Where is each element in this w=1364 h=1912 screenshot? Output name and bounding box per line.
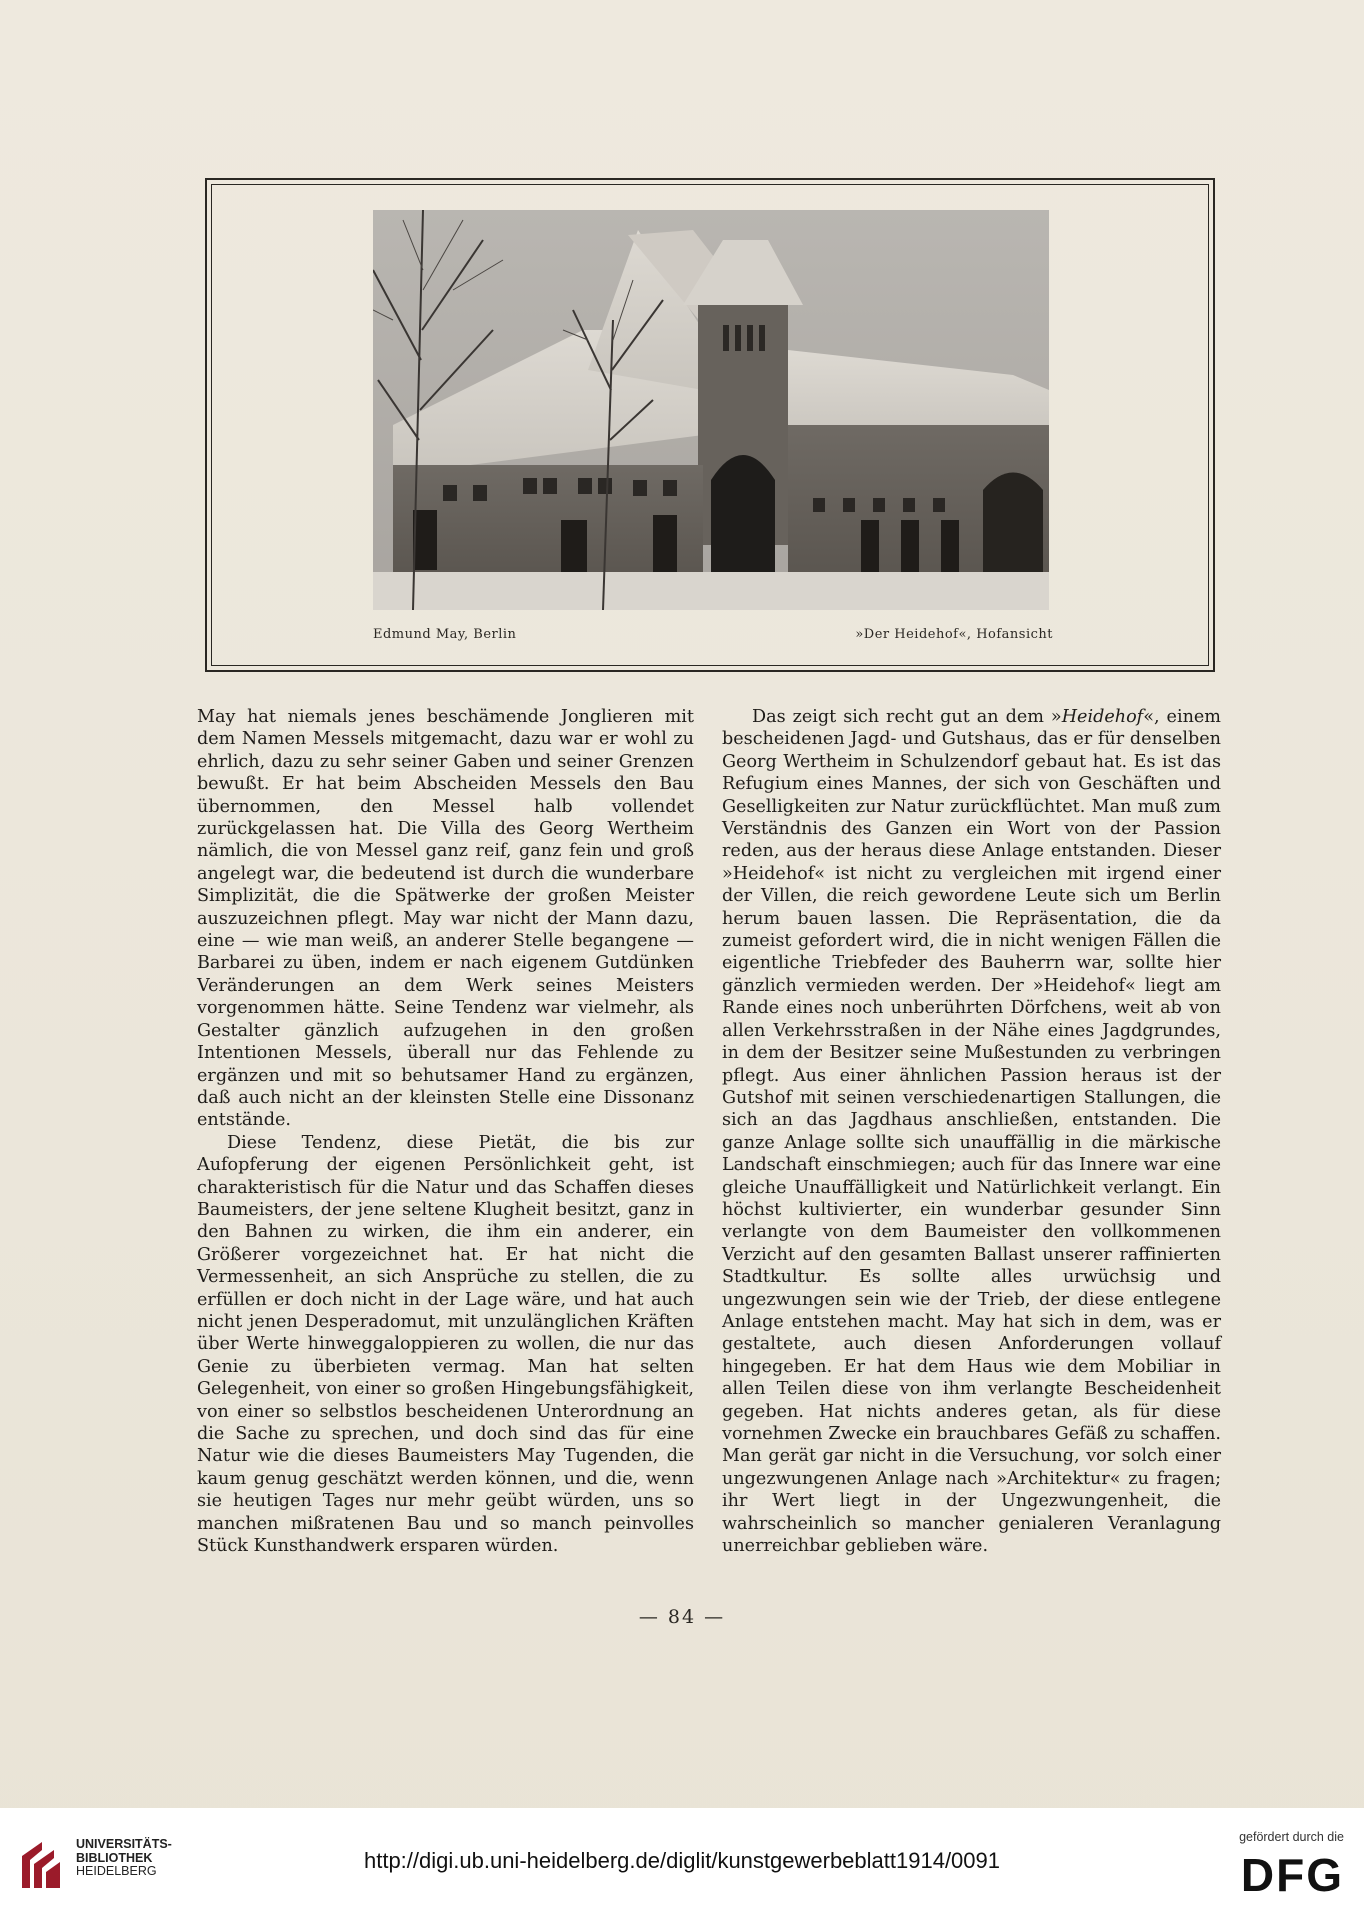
photo-drawing: [373, 210, 1049, 610]
figure-caption-author: Edmund May, Berlin: [373, 627, 517, 642]
side-arch: [983, 473, 1043, 576]
snow-ground: [373, 572, 1049, 610]
paragraph-intro: Das zeigt sich recht gut an dem »: [752, 707, 1062, 727]
library-name-line: UNIVERSITÄTS-: [76, 1837, 172, 1851]
article-column-right: [722, 706, 1221, 1557]
article-column-left: [197, 706, 694, 1557]
library-name-line: HEIDELBERG: [76, 1864, 157, 1878]
article-paragraph: Diese Tendenz, diese Pietät, die bis zur Aufopferung der eigenen Persönlichkeit geht, ist charakteristisch für die Natur und das Schaffen dieses Baumeisters, der jene seltene Klugheit besitzt, ganz in den Bahnen zu wirken, die ihm ein anderer, ein Größerer vorgezeichnet hat. Er hat nicht die Vermessenheit, an sich Ansprüche zu stellen, die zu erfüllen er doch nicht in der Lage wäre, und hat auch nicht jenen Desperadomut, mit unzulänglichen Kräften über Werte hinweggaloppieren zu wollen, die nur das Genie zu überbieten vermag. Man hat selten Gelegenheit, von einer so großen Hingebungsfähigkeit, von einer so selbstlos bescheidenen Unterordnung an die Sache zu sprechen, und doch sind das für eine Natur wie die dieses Baumeisters May Tugenden, die kaum genug geschätzt werden können, und die, wenn sie heutigen Tages nur mehr geübt würden, uns so manchen mißratenen Bau und so manch peinvolles Stück Kunsthandwerk ersparen würden.: [197, 1132, 694, 1557]
paragraph-body: «, einem bescheidenen Jagd- und Gutshaus, das er für denselben Georg Wertheim in Schulzendorf gebaut hat. Es ist das Refugium eines Mannes, der sich von Geschäften und Geselligkeiten zur Natur zurückflüchtet. Man muß zum Verständnis des Ganzen ein Wort von der Passion reden, aus der heraus diese Anlage entstanden. Dieser »Heidehof« ist nicht zu vergleichen mit irgend einer der Villen, die reich gewordene Leute sich um Berlin herum bauen lassen. Die Repräsentation, die da zumeist gefordert wird, die in nicht wenigen Fällen die eigentliche Triebfeder des Bauherrn war, sollte hier gänzlich vermieden werden. Der »Heidehof« liegt am Rande eines noch unberührten Dörfchens, weit ab von allen Verkehrsstraßen in der Nähe eines Jagdgrundes, in dem der Besitzer seine Mußestunden zu verbringen pflegt. Aus einer ähnlichen Passion heraus ist der Gutshof mit seinen verschiedenartigen Stallungen, die sich an das Jagdhaus anschließen, entstanden. Die ganze Anlage sollte sich unauffällig in die märkische Landschaft einschmiegen; auch für das Innere war eine gleiche Unauffälligkeit und Natürlichkeit verlangt. Ein höchst kultivierter, ein wunderbar gesunder Sinn verlangte von dem Baumeister den vollkommenen Verzicht auf den gesamten Ballast unserer raffinierten Stadtkultur. Es sollte alles urwüchsig und ungezwungen sein wie der Trieb, der diese entlegene Anlage entstehen macht. May hat sich in dem, was er gestaltete, auch diesen Anforderungen vollauf hingegeben. Er hat dem Haus wie dem Mobiliar in allen Teilen diese von ihm verlangte Bescheidenheit gegeben. Hat nichts anderes getan, als für diese vornehmen Zwecke ein brauchbares Gefäß zu schaffen. Man gerät gar nicht in die Versuchung, vor solch einer ungezwungenen Anlage nach »Architektur« zu fragen; ihr Wert liegt in der Ungezwungenheit, die wahrscheinlich so mancher genialeren Veranlagung unerreichbar geblieben wäre.: [722, 707, 1221, 1557]
article-paragraph: May hat niemals jenes beschämende Jonglieren mit dem Namen Messels mitgemacht, dazu war er wohl zu ehrlich, dazu zu sehr seiner Gaben und seiner Grenzen bewußt. Er hat beim Abscheiden Messels den Bau übernommen, den Messel halb vollendet zurückgelassen hat. Die Villa des Georg Wertheim nämlich, die von Messel ganz reif, ganz fein und groß angelegt war, die bedeutend ist durch die wunderbare Simplizität, die die Spätwerke der großen Meister auszuzeichnen pflegt. May war nicht der Mann dazu, eine — wie man weiß, an anderer Stelle begangene — Barbarei zu üben, indem er nach eigenem Gutdünken Veränderungen an dem Werk seines Meisters vorgenommen hätte. Seine Tendenz war vielmehr, als Gestalter gänzlich aufzugehen in den großen Intentionen Messels, überall nur das Fehlende zu ergänzen und mit so behutsamer Hand zu ergänzen, daß auch nicht an der kleinsten Stelle eine Dissonanz entstände.: [197, 707, 694, 1131]
library-name-line: BIBLIOTHEK: [76, 1850, 153, 1865]
heidehof-photograph: [373, 210, 1049, 610]
source-url-link[interactable]: http://digi.ub.uni-heidelberg.de/diglit/kunstgewerbeblatt1914/0091: [363, 1848, 1000, 1873]
funding-label: gefördert durch die: [1239, 1830, 1344, 1844]
paragraph-italic-title: Heidehof: [1061, 707, 1144, 727]
article-paragraph: [722, 706, 1221, 1557]
gate-arch: [711, 455, 775, 575]
figure-caption-title: »Der Heidehof«, Hofansicht: [855, 627, 1053, 642]
dfg-logo: DFG: [1240, 1849, 1344, 1901]
page-number: — 84 —: [638, 1606, 726, 1628]
digitization-footer: [0, 1808, 1364, 1912]
